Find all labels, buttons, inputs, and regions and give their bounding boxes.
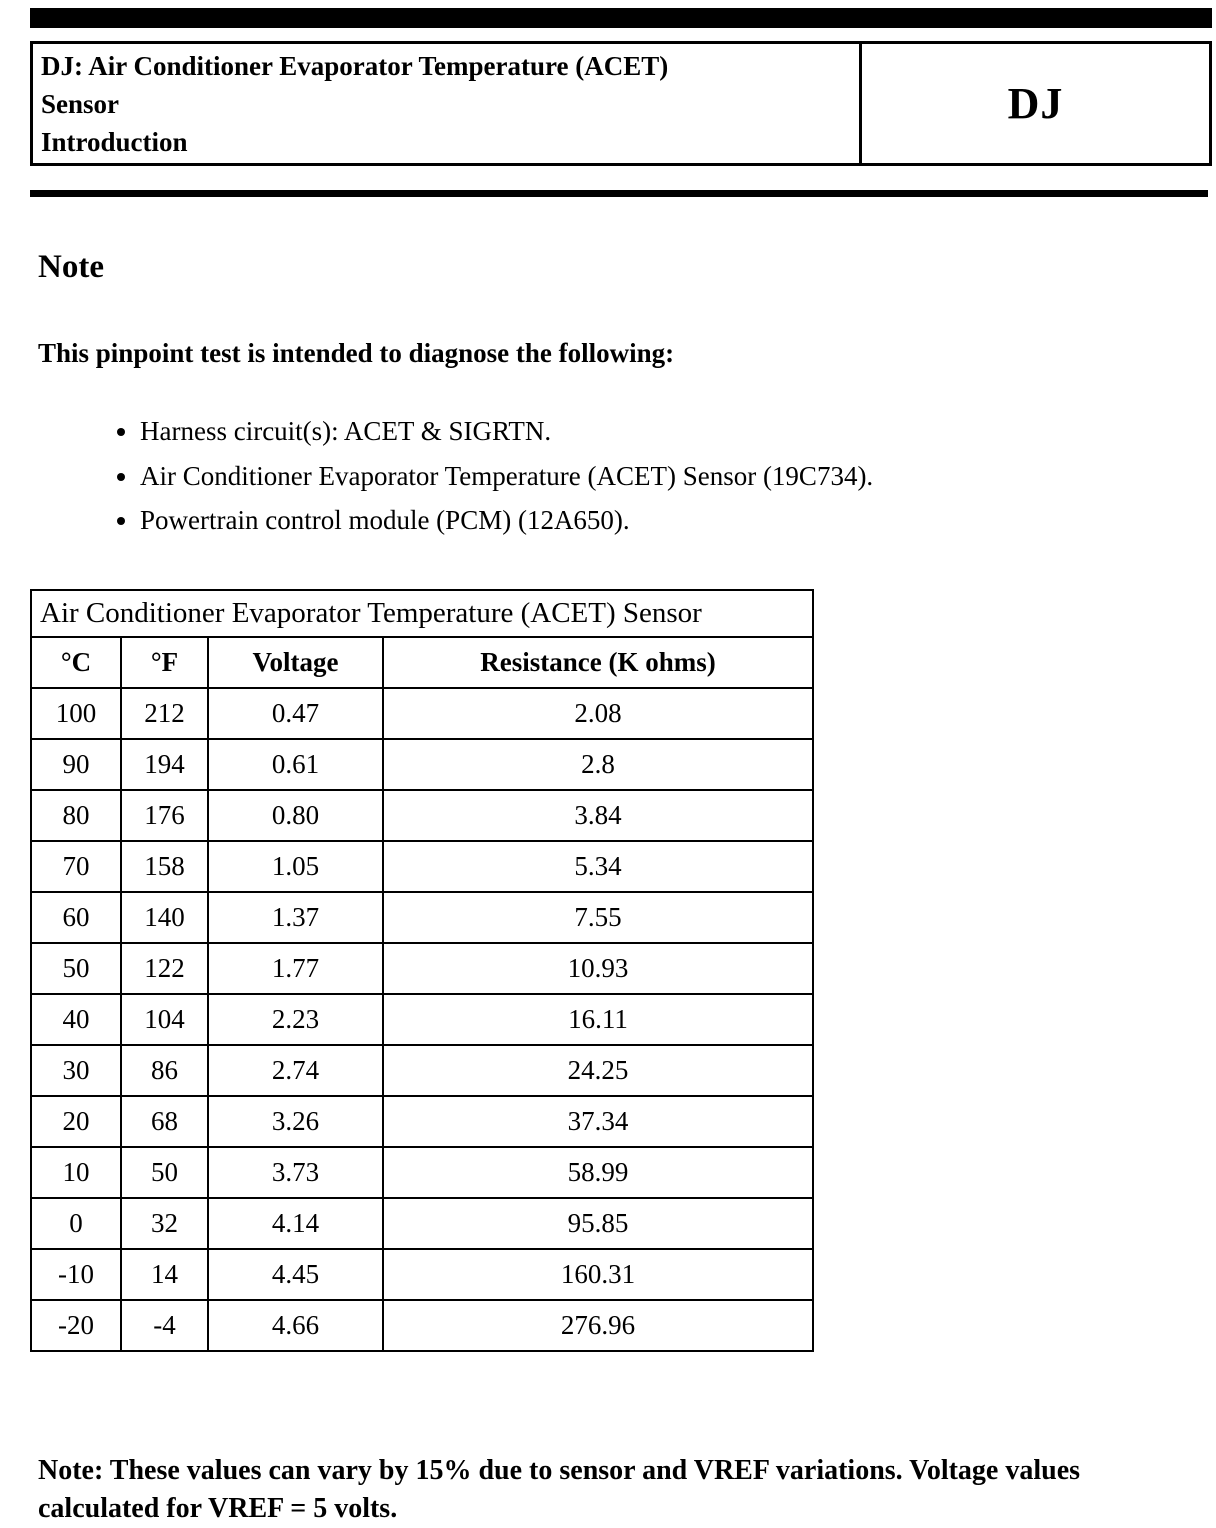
col-header-voltage: Voltage — [208, 637, 383, 688]
table-cell: 4.14 — [208, 1198, 383, 1249]
col-header-resistance: Resistance (K ohms) — [383, 637, 813, 688]
intro-text: This pinpoint test is intended to diagnose the following: — [38, 338, 675, 369]
acet-sensor-table — [30, 589, 814, 1352]
table-row — [31, 1045, 813, 1096]
table-row — [31, 688, 813, 739]
table-row — [31, 841, 813, 892]
top-black-bar — [30, 8, 1212, 28]
table-cell: 86 — [121, 1045, 208, 1096]
table-cell: 5.34 — [383, 841, 813, 892]
table-title: Air Conditioner Evaporator Temperature (ACET) Sensor — [31, 590, 813, 637]
table-cell: 7.55 — [383, 892, 813, 943]
table-cell: 1.37 — [208, 892, 383, 943]
table-cell: 2.08 — [383, 688, 813, 739]
table-cell: 212 — [121, 688, 208, 739]
table-title-row — [31, 590, 813, 637]
col-header-celsius: °C — [31, 637, 121, 688]
bullet-item-harness: • Harness circuit(s): ACET & SIGRTN. — [140, 411, 1212, 452]
table-cell: 32 — [121, 1198, 208, 1249]
table-cell: 2.23 — [208, 994, 383, 1045]
header-title-line3: Introduction — [41, 126, 188, 157]
table-cell: 2.8 — [383, 739, 813, 790]
table-cell: 3.73 — [208, 1147, 383, 1198]
table-cell: 0 — [31, 1198, 121, 1249]
table-cell: -4 — [121, 1300, 208, 1351]
table-cell: 68 — [121, 1096, 208, 1147]
table-cell: 80 — [31, 790, 121, 841]
table-cell: 4.66 — [208, 1300, 383, 1351]
bullet-item-acet-sensor: • Air Conditioner Evaporator Temperature (ACET) Sensor (19C734). — [140, 456, 1212, 497]
table-row — [31, 1198, 813, 1249]
section-code: DJ — [1007, 79, 1064, 129]
table-cell: 10 — [31, 1147, 121, 1198]
table-row — [31, 739, 813, 790]
table-cell: 70 — [31, 841, 121, 892]
col-header-fahrenheit: °F — [121, 637, 208, 688]
table-cell: 2.74 — [208, 1045, 383, 1096]
header-title-line2: Sensor — [41, 88, 120, 119]
table-cell: 140 — [121, 892, 208, 943]
table-cell: 95.85 — [383, 1198, 813, 1249]
table-cell: 0.80 — [208, 790, 383, 841]
note-heading: Note — [38, 249, 104, 286]
table-row — [31, 943, 813, 994]
table-row — [31, 1147, 813, 1198]
table-row — [31, 790, 813, 841]
table-row — [31, 1249, 813, 1300]
header-title-line1: DJ: Air Conditioner Evaporator Temperature (ACET) — [41, 51, 669, 81]
table-cell: -20 — [31, 1300, 121, 1351]
header-title-box — [30, 41, 862, 166]
table-cell: 0.47 — [208, 688, 383, 739]
table-cell: 90 — [31, 739, 121, 790]
page-header — [30, 41, 1212, 166]
table-cell: 194 — [121, 739, 208, 790]
table-cell: 3.84 — [383, 790, 813, 841]
bullet-item-pcm: • Powertrain control module (PCM) (12A650). — [140, 500, 1212, 541]
table-cell: 60 — [31, 892, 121, 943]
horizontal-rule — [30, 190, 1208, 197]
table-cell: 158 — [121, 841, 208, 892]
table-cell: 16.11 — [383, 994, 813, 1045]
table-cell: 14 — [121, 1249, 208, 1300]
table-cell: 37.34 — [383, 1096, 813, 1147]
table-cell: 1.77 — [208, 943, 383, 994]
table-cell: 160.31 — [383, 1249, 813, 1300]
table-cell: 50 — [31, 943, 121, 994]
table-cell: 10.93 — [383, 943, 813, 994]
values-variation-note: Note: These values can vary by 15% due to sensor and VREF variations. Voltage values calculated for VREF = 5 volts. — [38, 1454, 1081, 1524]
table-cell: 100 — [31, 688, 121, 739]
table-cell: 276.96 — [383, 1300, 813, 1351]
table-cell: 20 — [31, 1096, 121, 1147]
table-cell: 30 — [31, 1045, 121, 1096]
table-row — [31, 1300, 813, 1351]
table-cell: 4.45 — [208, 1249, 383, 1300]
table-cell: -10 — [31, 1249, 121, 1300]
table-cell: 1.05 — [208, 841, 383, 892]
table-cell: 3.26 — [208, 1096, 383, 1147]
table-cell: 176 — [121, 790, 208, 841]
table-cell: 58.99 — [383, 1147, 813, 1198]
table-cell: 50 — [121, 1147, 208, 1198]
table-cell: 40 — [31, 994, 121, 1045]
table-cell: 0.61 — [208, 739, 383, 790]
header-code-box — [862, 41, 1212, 166]
diagnosis-bullet-list — [30, 411, 1212, 541]
table-cell: 104 — [121, 994, 208, 1045]
table-row — [31, 1096, 813, 1147]
table-cell: 24.25 — [383, 1045, 813, 1096]
table-row — [31, 994, 813, 1045]
table-header-row — [31, 637, 813, 688]
table-row — [31, 892, 813, 943]
table-cell: 122 — [121, 943, 208, 994]
